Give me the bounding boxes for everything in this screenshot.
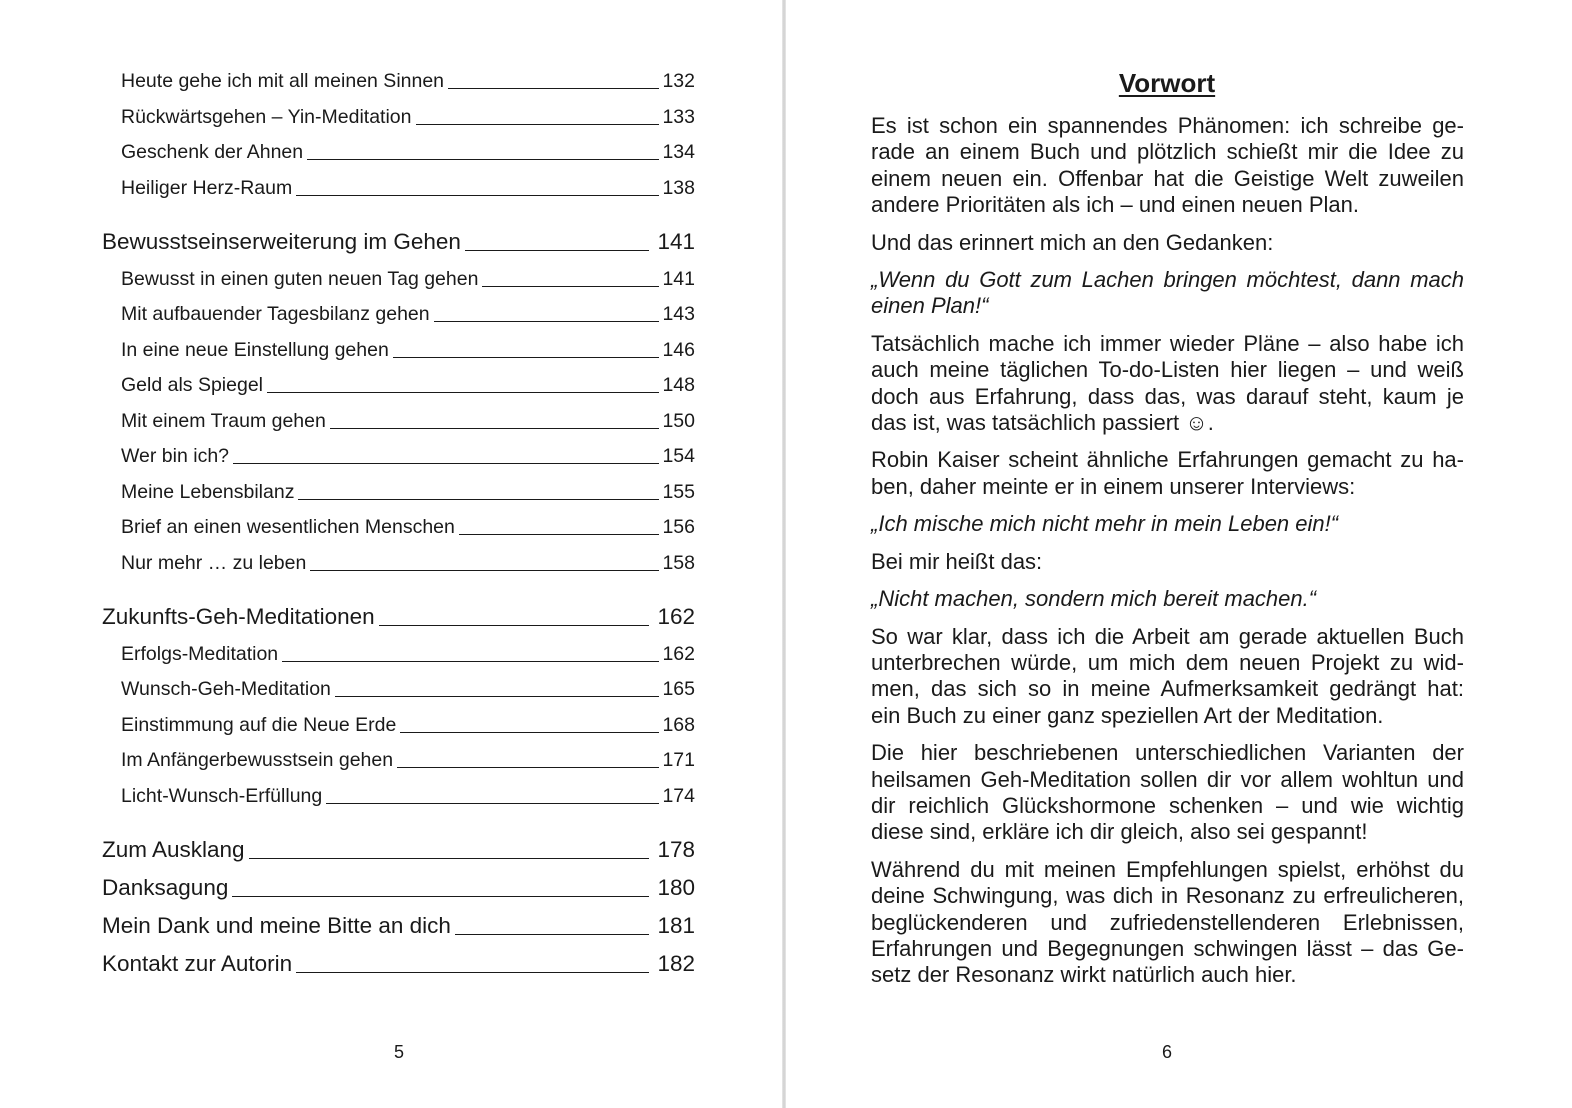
toc-entry-page: 174 xyxy=(662,785,695,807)
toc-entry xyxy=(121,552,695,578)
text-line: men, das sich so in meine Aufmerksamkeit gedrängt hat: xyxy=(871,676,1464,702)
text-line: auch meine täglichen To-do-Listen hier liegen – und weiß xyxy=(871,357,1464,383)
text-line: Es ist schon ein spannendes Phänomen: ich schreibe ge- xyxy=(871,113,1464,138)
toc-entry xyxy=(102,837,695,867)
toc-leader-line xyxy=(335,696,660,697)
toc-leader-line xyxy=(434,321,660,322)
toc-entry-title: Licht-Wunsch-Erfüllung xyxy=(121,785,323,807)
toc-leader-line xyxy=(393,357,660,358)
toc-entry xyxy=(121,678,695,704)
toc-entry-page: 165 xyxy=(662,678,695,700)
page-number-left: 5 xyxy=(393,1042,404,1062)
text-line: andere Prioritäten als ich – und einen neuen Plan. xyxy=(871,192,1360,218)
text-line: heilsamen Geh-Meditation sollen dir vor allem wohltun und xyxy=(871,766,1464,792)
toc-leader-line xyxy=(282,661,659,662)
paragraph xyxy=(871,230,1464,256)
right-page xyxy=(786,0,1572,1108)
toc-entry-title: Erfolgs-Meditation xyxy=(121,643,279,665)
toc-leader-line xyxy=(296,972,649,973)
toc-entry xyxy=(121,268,695,294)
toc-entry-title: Danksagung xyxy=(102,875,229,900)
text-line: So war klar, dass ich die Arbeit am gerade aktuellen Buch xyxy=(871,623,1464,649)
toc-entry xyxy=(102,951,695,981)
text-line: Robin Kaiser scheint ähnliche Erfahrungen gemacht zu ha- xyxy=(871,447,1464,473)
toc-entry-title: Brief an einen wesentlichen Menschen xyxy=(121,516,455,538)
text-line: beglückenderen und zufriedenstellenderen Erlebnissen, xyxy=(871,909,1464,935)
toc-entry-title: Geschenk der Ahnen xyxy=(121,141,304,163)
toc-entry-page: 181 xyxy=(657,913,695,938)
toc-entry-page: 141 xyxy=(657,229,695,254)
toc-entry-page: 148 xyxy=(662,374,695,396)
toc-entry-title: Wunsch-Geh-Meditation xyxy=(121,678,331,700)
toc-entry-page: 168 xyxy=(662,714,695,736)
toc-entry-page: 178 xyxy=(657,837,695,862)
chapter-title: Vorwort xyxy=(1118,68,1216,98)
text-line: rade an einem Buch und plötzlich schießt mir die Idee zu xyxy=(871,139,1464,165)
text-line: unterbrechen würde, um mich dem neuen Projekt zu wid- xyxy=(871,649,1464,675)
left-page xyxy=(0,0,782,1108)
toc-entry xyxy=(121,714,695,740)
toc-entry-title: Rückwärtsgehen – Yin-Meditation xyxy=(121,106,412,128)
toc-leader-line xyxy=(482,286,659,287)
text-line: setz der Resonanz wirkt natürlich auch hier. xyxy=(871,962,1297,988)
toc-entry-page: 154 xyxy=(662,445,695,467)
toc-entry xyxy=(121,481,695,507)
toc-entry xyxy=(121,749,695,775)
text-line: einem neuen ein. Offenbar hat die Geistige Welt zuweilen xyxy=(871,165,1464,191)
toc-entry-title: Einstimmung auf die Neue Erde xyxy=(121,714,397,736)
paragraph xyxy=(871,113,1464,219)
paragraph xyxy=(871,447,1464,500)
toc-entry-title: Geld als Spiegel xyxy=(121,374,264,396)
toc-entry-title: Bewusst in einen guten neuen Tag gehen xyxy=(121,268,479,290)
toc-entry-title: Zum Ausklang xyxy=(102,837,245,862)
toc-entry-page: 182 xyxy=(657,951,695,976)
toc-entry-title: Zukunfts-Geh-Meditationen xyxy=(102,604,375,629)
toc-entry-page: 171 xyxy=(662,749,695,771)
toc-entry-page: 143 xyxy=(662,303,695,325)
text-line: Bei mir heißt das: xyxy=(871,548,1043,574)
text-line: „Ich mische mich nicht mehr in mein Leben ein!“ xyxy=(871,511,1339,537)
text-line: ein Buch zu einer ganz speziellen Art der Meditation. xyxy=(871,702,1384,728)
paragraph xyxy=(871,740,1464,846)
quote-paragraph xyxy=(871,267,1464,320)
toc-entry xyxy=(121,785,695,811)
toc-entry-title: Heiliger Herz-Raum xyxy=(121,177,293,199)
toc-entry-title: Mit einem Traum gehen xyxy=(121,410,326,432)
toc-leader-line xyxy=(416,124,660,125)
toc-entry-title: In eine neue Einstellung gehen xyxy=(121,339,389,361)
toc-leader-line xyxy=(400,732,659,733)
text-line: ben, daher meinte er in einem unserer Interviews: xyxy=(871,473,1356,499)
toc-entry xyxy=(121,374,695,400)
toc-entry xyxy=(121,445,695,471)
quote-paragraph xyxy=(871,511,1464,537)
toc-leader-line xyxy=(326,803,659,804)
page-number-right: 6 xyxy=(1161,1042,1172,1062)
text-line: Und das erinnert mich an den Gedanken: xyxy=(871,229,1274,255)
toc-entry xyxy=(121,303,695,329)
toc-leader-line xyxy=(330,428,660,429)
paragraph xyxy=(871,857,1464,989)
toc-entry xyxy=(121,70,695,96)
toc-entry xyxy=(102,604,695,634)
text-line: Tatsächlich mache ich immer wieder Pläne – also habe ich xyxy=(871,330,1464,356)
toc-entry xyxy=(102,229,695,259)
text-line: deine Schwingung, was dich in Resonanz zu erfreulicheren, xyxy=(871,883,1464,909)
toc-entry xyxy=(121,643,695,669)
toc-leader-line xyxy=(397,767,659,768)
toc-entry-title: Wer bin ich? xyxy=(121,445,230,467)
text-line: Die hier beschriebenen unterschiedlichen Varianten der xyxy=(871,740,1464,766)
toc-entry-page: 132 xyxy=(662,70,695,92)
toc-entry xyxy=(121,410,695,436)
text-line: doch aus Erfahrung, dass das, was darauf steht, kaum je xyxy=(871,383,1464,409)
toc-leader-line xyxy=(296,195,659,196)
toc-leader-line xyxy=(459,534,660,535)
quote-paragraph xyxy=(871,586,1464,612)
paragraph xyxy=(871,549,1464,575)
toc-leader-line xyxy=(232,896,649,897)
text-line: diese sind, erkläre ich dir gleich, also sei gespannt! xyxy=(871,819,1368,845)
toc-leader-line xyxy=(233,463,659,464)
toc-entry xyxy=(121,177,695,203)
paragraph xyxy=(871,624,1464,730)
text-line: dir reichlich Glückshormone schenken – und wie wichtig xyxy=(871,792,1464,818)
toc-leader-line xyxy=(455,934,650,935)
toc-leader-line xyxy=(267,392,659,393)
text-line: einen Plan!“ xyxy=(871,293,989,319)
text-line: „Nicht machen, sondern mich bereit machen.“ xyxy=(871,586,1317,612)
toc-leader-line xyxy=(379,625,650,626)
toc-entry-page: 146 xyxy=(662,339,695,361)
toc-entry-title: Mit aufbauender Tagesbilanz gehen xyxy=(121,303,430,325)
text-line: Erfahrungen und Begegnungen schwingen lässt – das Ge- xyxy=(871,935,1464,961)
toc-entry-page: 180 xyxy=(657,875,695,900)
toc-entry-page: 141 xyxy=(662,268,695,290)
toc-leader-line xyxy=(298,499,659,500)
toc-entry-page: 158 xyxy=(662,552,695,574)
toc-leader-line xyxy=(307,159,659,160)
toc-entry-page: 150 xyxy=(662,410,695,432)
toc-entry-page: 156 xyxy=(662,516,695,538)
toc-entry xyxy=(102,875,695,905)
toc-entry xyxy=(121,106,695,132)
toc-entry-title: Meine Lebensbilanz xyxy=(121,481,295,503)
paragraph xyxy=(871,331,1464,437)
toc-entry-page: 134 xyxy=(662,141,695,163)
toc-entry xyxy=(121,516,695,542)
toc-entry-page: 162 xyxy=(662,643,695,665)
toc-entry-title: Heute gehe ich mit all meinen Sinnen xyxy=(121,70,445,92)
text-line: das ist, was tatsächlich passiert ☺. xyxy=(871,410,1214,436)
toc-leader-line xyxy=(448,88,659,89)
toc-entry-page: 162 xyxy=(657,604,695,629)
toc-entry-title: Kontakt zur Autorin xyxy=(102,951,293,976)
toc-entry xyxy=(121,339,695,365)
toc-entry-title: Mein Dank und meine Bitte an dich xyxy=(102,913,451,938)
toc-entry-title: Bewusstseinserweiterung im Gehen xyxy=(102,229,461,254)
toc-leader-line xyxy=(310,570,659,571)
toc-leader-line xyxy=(249,858,650,859)
toc-entry-title: Nur mehr … zu leben xyxy=(121,552,307,574)
toc-entry-page: 133 xyxy=(662,106,695,128)
chapter-body xyxy=(871,113,1464,1000)
toc-leader-line xyxy=(465,250,650,251)
text-line: Während du mit meinen Empfehlungen spielst, erhöhst du xyxy=(871,856,1464,882)
text-line: „Wenn du Gott zum Lachen bringen möchtest, dann mach xyxy=(871,267,1464,293)
toc-entry-page: 138 xyxy=(662,177,695,199)
toc-entry-title: Im Anfängerbewusstsein gehen xyxy=(121,749,394,771)
toc-entry xyxy=(121,141,695,167)
toc-entry-page: 155 xyxy=(662,481,695,503)
toc-entry xyxy=(102,913,695,943)
